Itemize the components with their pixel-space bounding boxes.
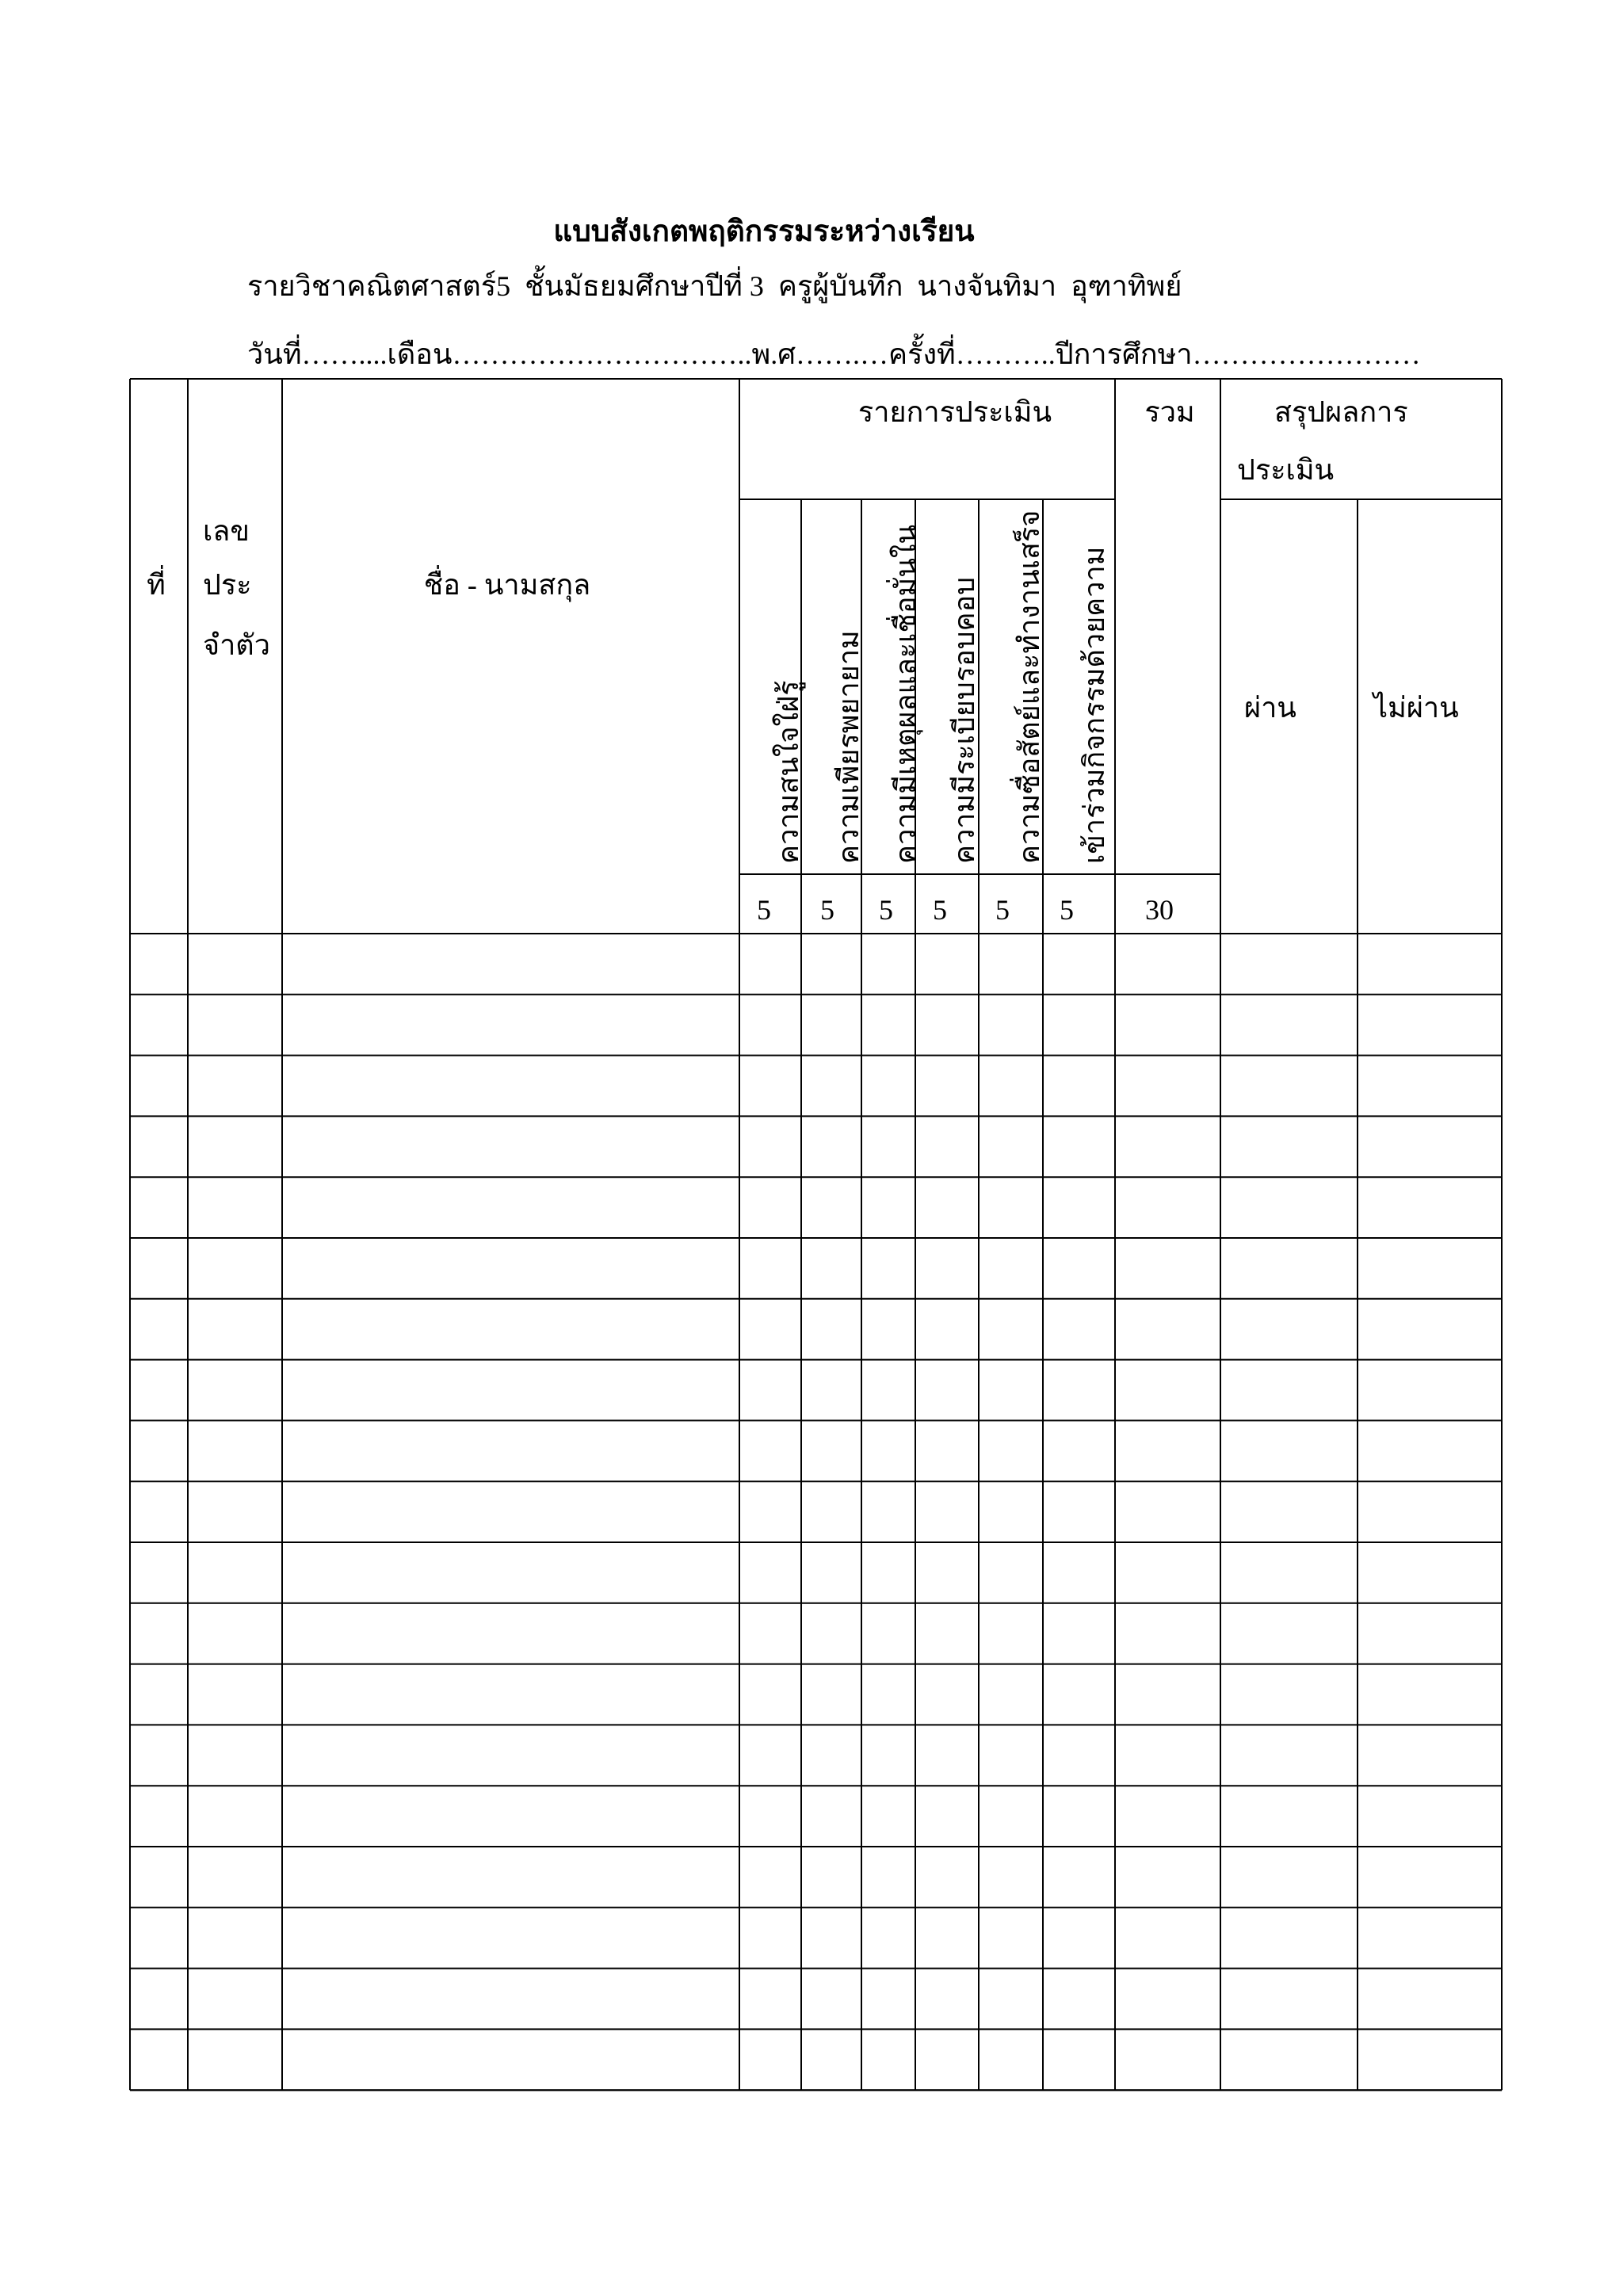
group-header-summary-2: ประเมิน bbox=[1237, 454, 1335, 486]
group-header-summary-1: สรุปผลการ bbox=[1274, 396, 1408, 428]
criterion-score-3: 5 bbox=[879, 894, 893, 926]
col-header-name: ชื่อ - นามสกุล bbox=[423, 569, 591, 601]
criterion-label-3: ความมีเหตุผลและเชื่อมั่นใน bbox=[890, 524, 922, 864]
page-title: แบบสังเกตพฤติกรรมระหว่างเรียน bbox=[553, 216, 975, 248]
total-score: 30 bbox=[1145, 894, 1174, 926]
criterion-score-1: 5 bbox=[757, 894, 771, 926]
criterion-score-6: 5 bbox=[1060, 894, 1074, 926]
group-header-assessment: รายการประเมิน bbox=[857, 396, 1052, 428]
criterion-score-4: 5 bbox=[933, 894, 947, 926]
col-header-id-1: เลข bbox=[203, 515, 250, 547]
criterion-label-4: ความมีระเบียบรอบคอบ bbox=[949, 576, 980, 864]
criterion-label-1: ความสนใจใฝ่รู้ bbox=[773, 680, 804, 864]
criterion-score-2: 5 bbox=[820, 894, 834, 926]
col-header-pass: ผ่าน bbox=[1244, 692, 1296, 724]
date-fill-line: วันที่……....เดือน…………………………..พ.ศ…….…ครั้งที่………..ปีการศึกษา…………………… bbox=[247, 338, 1421, 370]
col-header-fail: ไม่ผ่าน bbox=[1373, 692, 1459, 724]
col-header-id-3: จำตัว bbox=[203, 629, 270, 661]
col-header-total: รวม bbox=[1144, 396, 1195, 428]
subject-teacher-line: รายวิชาคณิตศาสตร์5 ชั้นมัธยมศึกษาปีที่ 3 ครูผู้บันทึก นางจันทิมา อุฑาทิพย์ bbox=[247, 270, 1182, 302]
col-header-id-2: ประ bbox=[203, 569, 252, 601]
criterion-score-5: 5 bbox=[995, 894, 1010, 926]
table-grid bbox=[130, 379, 1502, 2090]
criterion-label-6: เข้าร่วมกิจกรรมด้วยความ bbox=[1079, 546, 1110, 864]
criterion-label-2: ความเพียรพยายาม bbox=[833, 630, 865, 864]
col-header-no: ที่ bbox=[147, 569, 166, 601]
criterion-label-5: ความซื่อสัตย์และทำงานเสร็จ bbox=[1014, 510, 1045, 864]
